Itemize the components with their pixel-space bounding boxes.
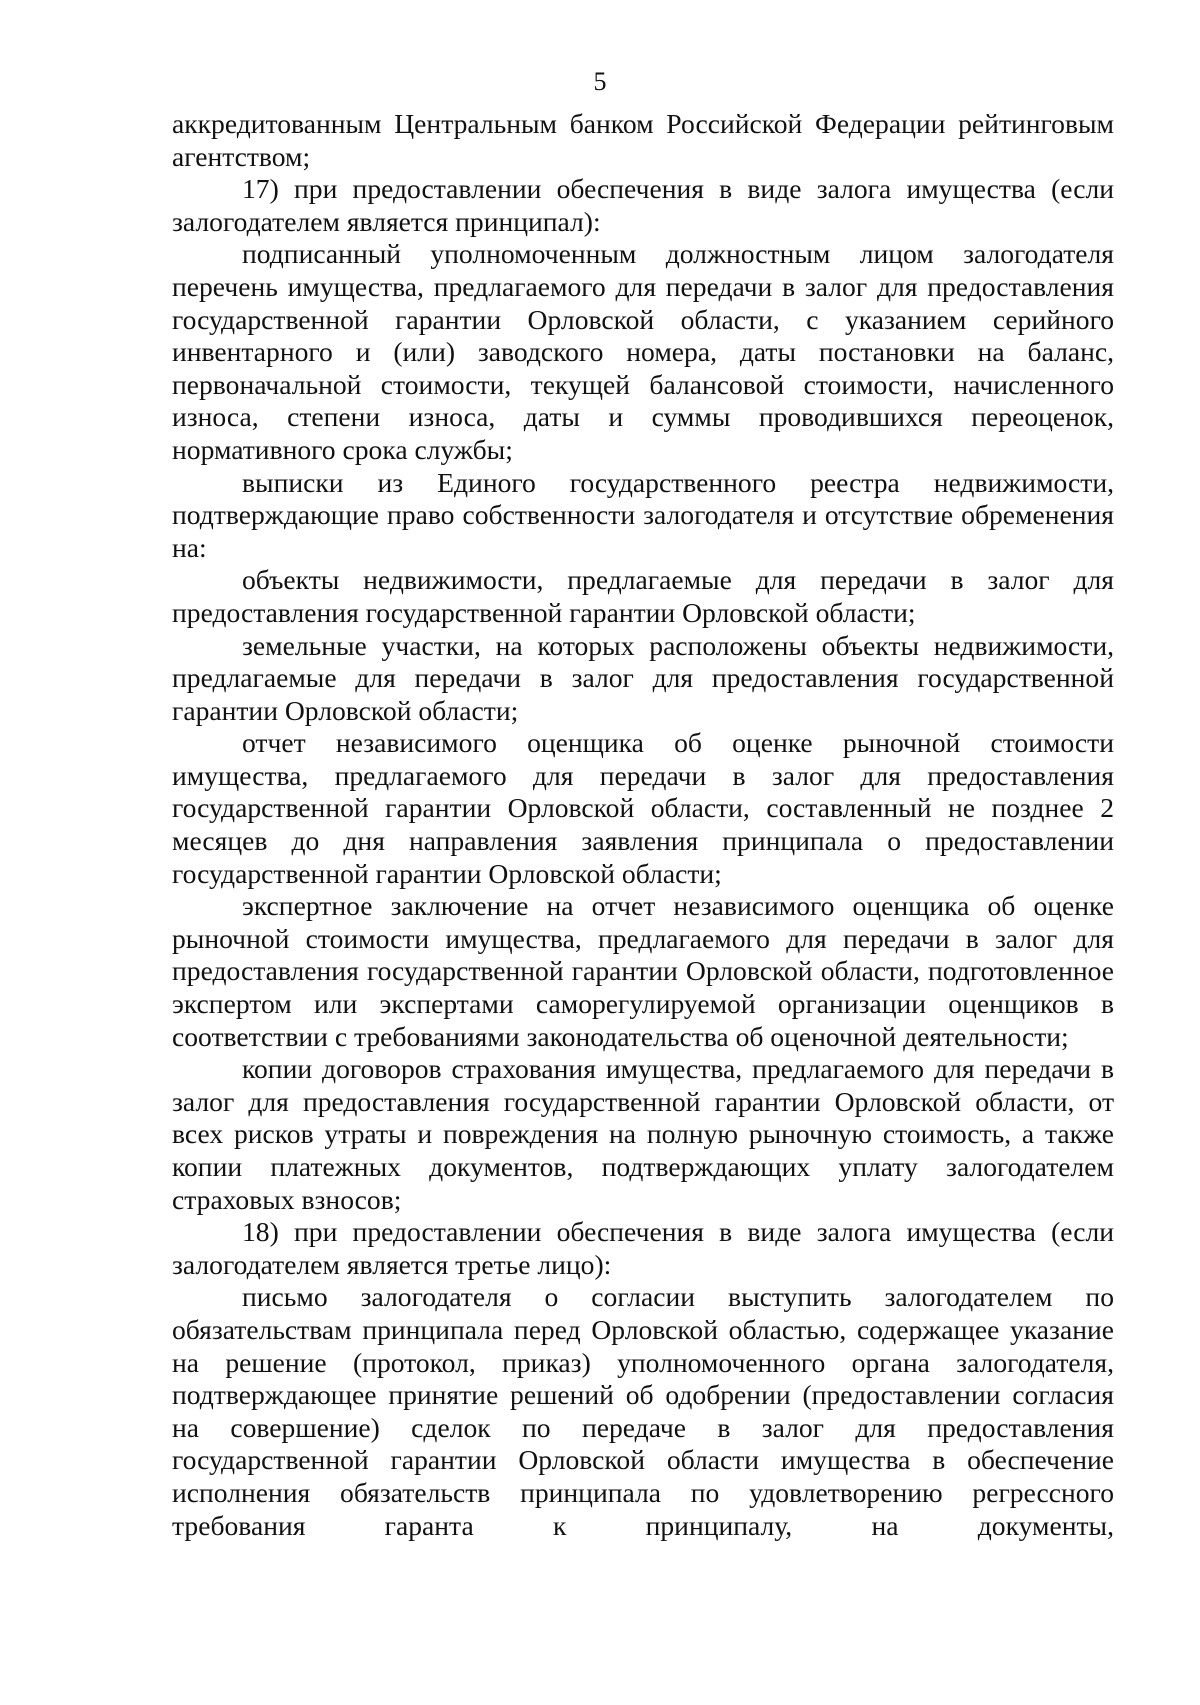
paragraph-appraiser-report: отчет независимого оценщика об оценке рыночной стоимости имущества, предлагаемого для передачи в залог для предоставления государственной гарантии Орловской области, составленный не позднее 2 месяцев до дня направления заявления принципала о предоставлении государственной гарантии Орловской области; (172, 727, 1114, 889)
paragraph-land-plots: земельные участки, на которых расположены объекты недвижимости, предлагаемые для передачи в залог для предоставления государственной гарантии Орловской области; (172, 629, 1114, 726)
paragraph-real-estate-objects: объекты недвижимости, предлагаемые для передачи в залог для предоставления государственной гарантии Орловской области; (172, 564, 1114, 628)
page-number: 5 (593, 67, 607, 96)
paragraph-item-17: 17) при предоставлении обеспечения в виде залога имущества (если залогодателем является принципал): (172, 173, 1114, 237)
paragraph-expert-opinion: экспертное заключение на отчет независимого оценщика об оценке рыночной стоимости имущества, предлагаемого для передачи в залог для предоставления государственной гарантии Орловской области, подготовленное экспертом или экспертами саморегулируемой организации оценщиков в соответствии с требованиями законодательства об оценочной деятельности; (172, 890, 1114, 1052)
paragraph-pledger-letter: письмо залогодателя о согласии выступить залогодателем по обязательствам принципала перед Орловской областью, содержащее указание на решение (протокол, приказ) уполномоченного органа залогодателя, подтверждающее принятие решений об одобрении (предоставлении согласия на совершение) сделок по передаче в залог для предоставления государственной гарантии Орловской области имущества в обеспечение исполнения обязательств принципала по удовлетворению регрессного требования гаранта к принципалу, на документы, (172, 1281, 1114, 1541)
paragraph-registry-extracts: выписки из Единого государственного реестра недвижимости, подтверждающие право собственности залогодателя и отсутствие обременения на: (172, 466, 1114, 563)
paragraph-property-list: подписанный уполномоченным должностным лицом залогодателя перечень имущества, предлагаемого для передачи в залог для предоставления государственной гарантии Орловской области, с указанием серийного инвентарного и (или) заводского номера, даты постановки на баланс, первоначальной стоимости, текущей балансовой стоимости, начисленного износа, степени износа, даты и суммы проводившихся переоценок, нормативного срока службы; (172, 238, 1114, 465)
document-body (172, 108, 1114, 1542)
paragraph-insurance-copies: копии договоров страхования имущества, предлагаемого для передачи в залог для предоставления государственной гарантии Орловской области, от всех рисков утраты и повреждения на полную рыночную стоимость, а также копии платежных документов, подтверждающих уплату залогодателем страховых взносов; (172, 1053, 1114, 1215)
paragraph-continuation: аккредитованным Центральным банком Российской Федерации рейтинговым агентством; (172, 108, 1114, 172)
paragraph-item-18: 18) при предоставлении обеспечения в виде залога имущества (если залогодателем является третье лицо): (172, 1216, 1114, 1280)
